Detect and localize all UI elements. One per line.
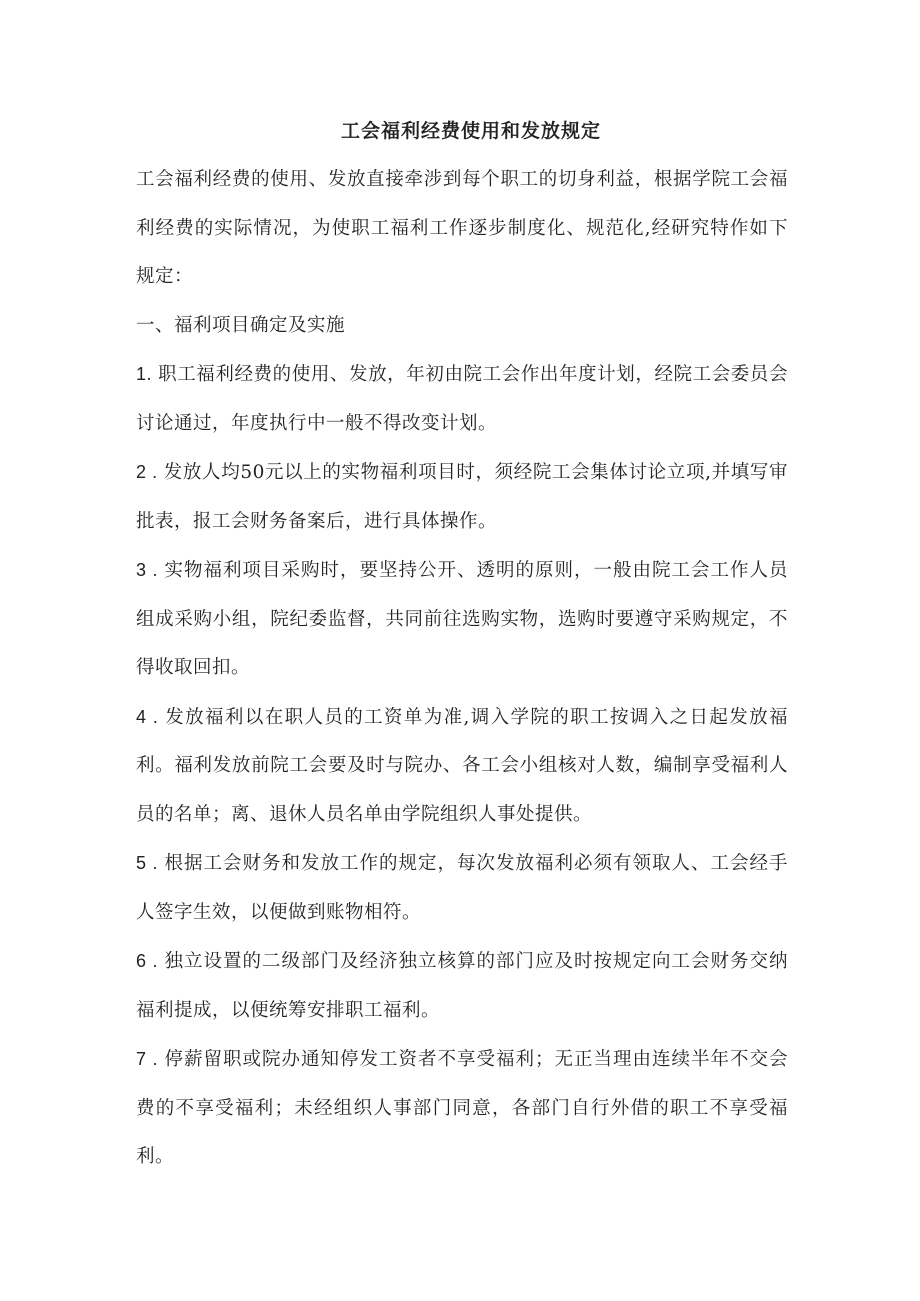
list-item xyxy=(136,448,788,546)
list-item xyxy=(136,693,788,840)
list-item xyxy=(136,839,788,937)
item-number: 2 . xyxy=(136,462,158,482)
section-heading: 一、福利项目确定及实施 xyxy=(136,314,346,336)
item-number: 6 . xyxy=(136,951,159,971)
item-text: 根据工会财务和发放工作的规定，每次发放福利必须有领取人、工会经手人签字生效，以便做到账物相符。 xyxy=(136,853,788,923)
item-text: 发放福利以在职人员的工资单为准,调入学院的职工按调入之日起发放福利。福利发放前院工会要及时与院办、各工会小组核对人数，编制享受福利人员的名单；离、退休人员名单由学院组织人事处提供。 xyxy=(136,706,789,825)
item-number: 3 . xyxy=(136,560,159,580)
item-number: 5 . xyxy=(136,853,159,873)
item-number: 7 . xyxy=(136,1049,159,1069)
list-item xyxy=(136,1035,788,1182)
item-text: 停薪留职或院办通知停发工资者不享受福利；无正当理由连续半年不交会费的不享受福利；未经组织人事部门同意，各部门自行外借的职工不享受福利。 xyxy=(136,1049,788,1167)
item-number: 1. xyxy=(136,364,153,384)
item-number: 4 . xyxy=(136,706,159,727)
intro-paragraph: 工会福利经费的使用、发放直接牵涉到每个职工的切身利益，根据学院工会福利经费的实际情况，为使职工福利工作逐步制度化、规范化,经研究特作如下规定： xyxy=(136,169,788,287)
document-page xyxy=(136,106,788,1182)
list-item xyxy=(136,937,788,1035)
item-text: 发放人均50元以上的实物福利项目时，须经院工会集体讨论立项,并填写审批表，报工会财务备案后，进行具体操作。 xyxy=(136,462,788,532)
document-title: 工会福利经费使用和发放规定 xyxy=(340,120,601,142)
item-text: 实物福利项目采购时，要坚持公开、透明的原则，一般由院工会工作人员组成采购小组，院纪委监督，共同前往选购实物，选购时要遵守采购规定，不得收取回扣。 xyxy=(136,560,788,678)
list-item xyxy=(136,546,788,693)
item-text: 职工福利经费的使用、发放，年初由院工会作出年度计划，经院工会委员会讨论通过，年度执行中一般不得改变计划。 xyxy=(136,364,788,434)
list-item xyxy=(136,350,788,448)
item-text: 独立设置的二级部门及经济独立核算的部门应及时按规定向工会财务交纳福利提成，以便统筹安排职工福利。 xyxy=(136,951,788,1021)
